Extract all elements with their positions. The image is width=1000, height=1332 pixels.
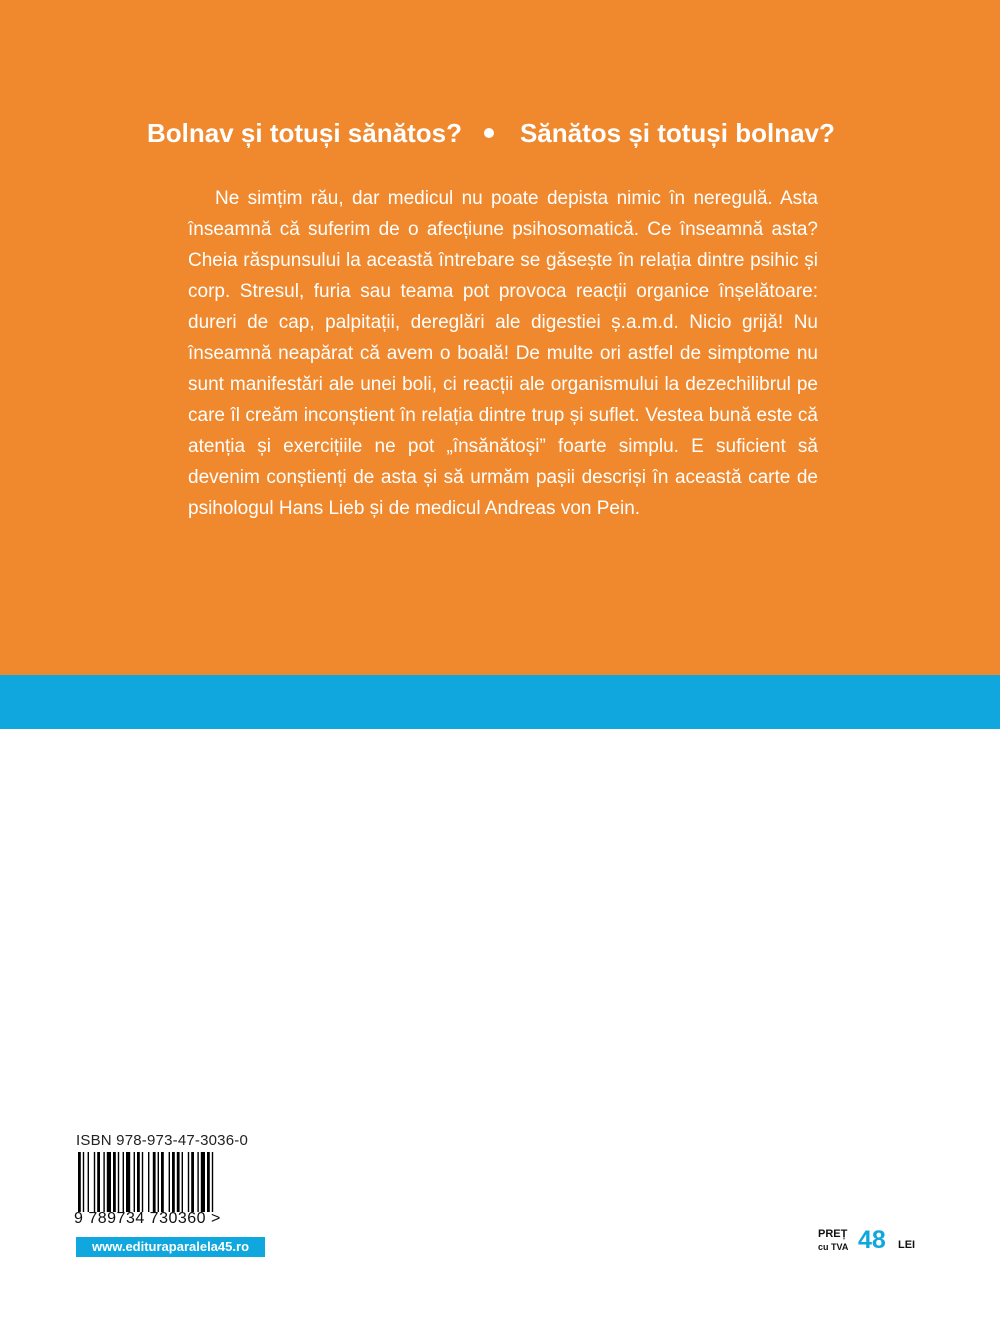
barcode bbox=[76, 1152, 266, 1212]
publisher-website: www.edituraparalela45.ro bbox=[76, 1237, 265, 1257]
isbn-label: ISBN 978-973-47-3036-0 bbox=[76, 1132, 249, 1149]
headline-right: Sănătos și totuși bolnav? bbox=[519, 118, 835, 148]
price-tag bbox=[818, 1226, 938, 1266]
barcode-digits: 9 789734 730360 > bbox=[74, 1210, 221, 1227]
bullet-separator bbox=[484, 128, 494, 138]
cover-blue-band bbox=[0, 675, 1000, 729]
back-cover-blurb bbox=[188, 183, 818, 524]
headline-left: Bolnav și totuși sănătos? bbox=[147, 118, 462, 148]
price-currency: LEI bbox=[898, 1239, 916, 1251]
price-vat-note: cu TVA bbox=[818, 1242, 849, 1252]
price-amount: 48 bbox=[858, 1226, 886, 1254]
headline bbox=[147, 118, 907, 158]
price-label: PREȚ bbox=[818, 1228, 848, 1240]
blurb-paragraph: Ne simțim rău, dar medicul nu poate depista nimic în neregulă. Asta înseamnă că suferim de o afecțiune psihosomatică. Ce înseamnă asta? Cheia răspunsului la această întrebare se găsește în relația dintre psihic și corp. Stresul, furia sau teama pot provoca reacții organice înșelătoare: dureri de cap, palpitații, dereglări ale digestiei ș.a.m.d. Nicio grijă! Nu înseamnă neapărat că avem o boală! De multe ori astfel de simptome nu sunt manifestări ale unei boli, ci reacții ale organismului la dezechilibrul pe care îl creăm inconștient în relația dintre trup și suflet. Vestea bună este că atenția și exercițiile ne pot „însănătoși” foarte simplu. E suficient să devenim conștienți de asta și să urmăm pașii descriși în această carte de psihologul Hans Lieb și de medicul Andreas von Pein. bbox=[188, 188, 818, 519]
